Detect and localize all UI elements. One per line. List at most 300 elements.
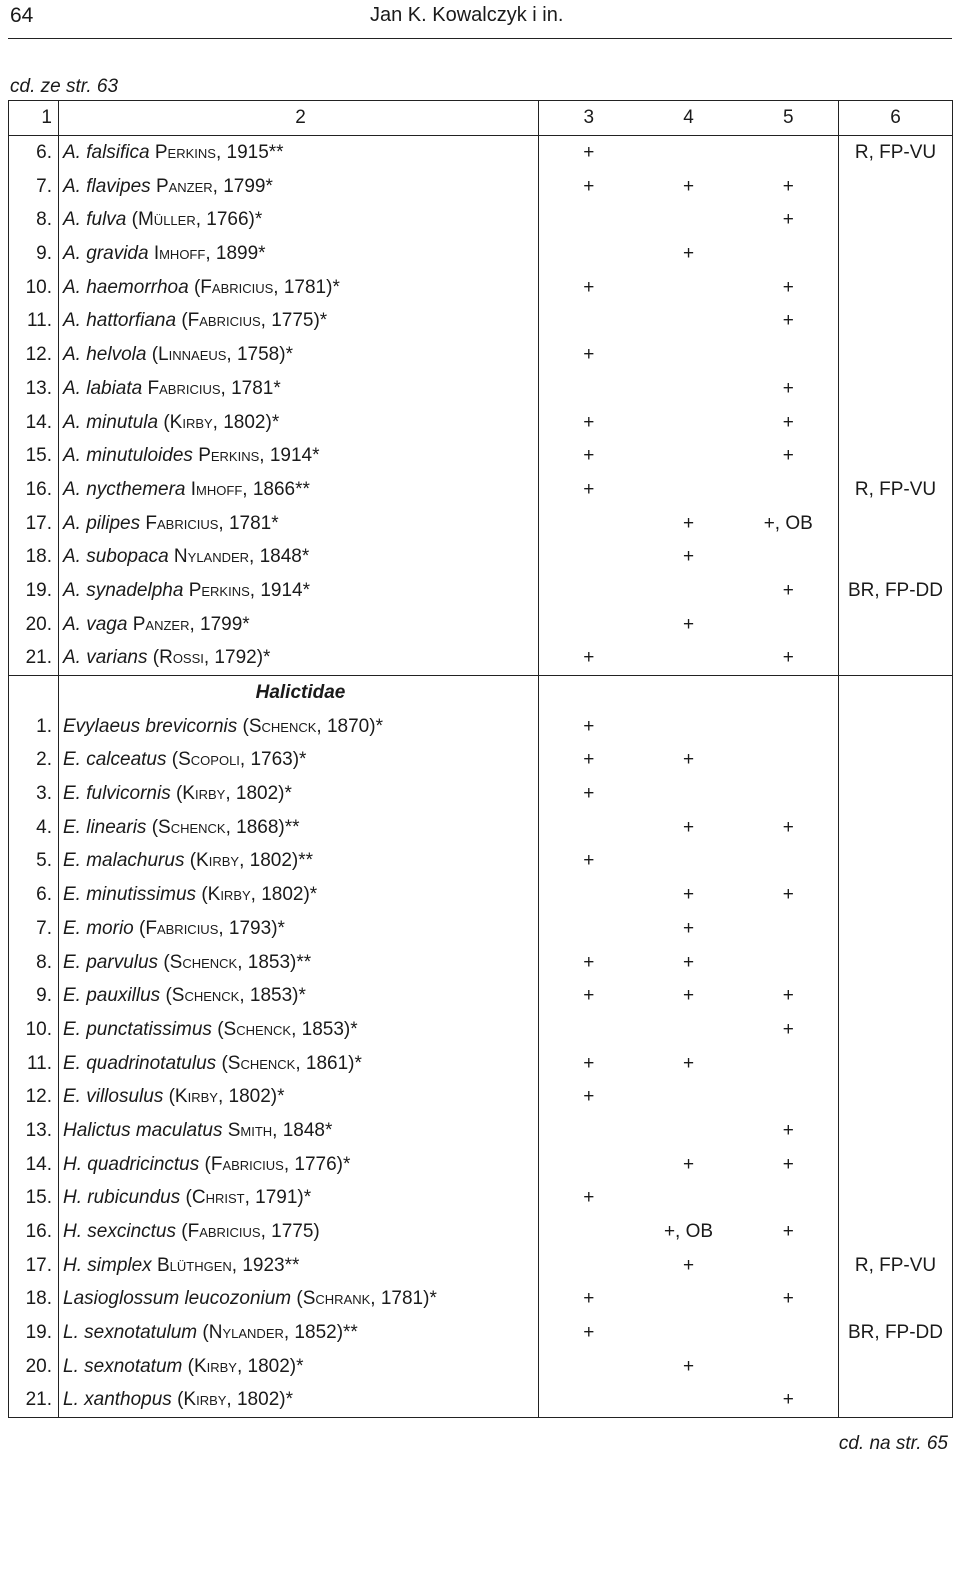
threat-status	[839, 506, 953, 540]
species-name-cell	[59, 439, 539, 473]
occurrence-col-5	[739, 1316, 839, 1350]
row-number-cell	[9, 675, 59, 709]
occurrence-col-4: +	[682, 816, 695, 838]
occurrence-col-4	[639, 1080, 739, 1114]
species-name-cell	[59, 506, 539, 540]
threat-status	[839, 1215, 953, 1249]
occurrence-col-4	[639, 777, 739, 811]
taxon-name: A. minutuloides	[63, 445, 193, 467]
occurrence-col-5: +	[782, 1221, 794, 1243]
species-name-cell	[59, 1316, 539, 1350]
taxon-name: H. quadricinctus	[63, 1153, 200, 1175]
occurrence-col-4: +	[682, 749, 695, 771]
taxon-author: (Nylander, 1852)**	[202, 1322, 358, 1344]
threat-status	[839, 777, 953, 811]
occurrence-col-5	[739, 338, 839, 372]
occurrence-col-5	[739, 473, 839, 507]
species-name-cell	[59, 1114, 539, 1148]
occurrence-col-5	[739, 1349, 839, 1383]
species-name-cell	[59, 338, 539, 372]
column-number: 6	[839, 101, 953, 136]
taxon-name: Halictus maculatus	[63, 1119, 223, 1141]
taxon-author: Fabricius, 1781*	[145, 512, 279, 534]
occurrence-col-4: +	[682, 175, 695, 197]
taxon-author: (Schenck, 1853)*	[217, 1018, 358, 1040]
row-number: 20.	[9, 1349, 59, 1383]
occurrence-col-4	[639, 1013, 739, 1047]
row-number: 17.	[9, 506, 59, 540]
taxon-name: A. flavipes	[63, 175, 151, 197]
row-number: 14.	[9, 405, 59, 439]
taxon-author: Imhoff, 1899*	[153, 243, 266, 265]
row-number: 8.	[9, 945, 59, 979]
species-name-cell	[59, 945, 539, 979]
taxon-name: E. parvulus	[63, 951, 159, 973]
species-name-cell	[59, 979, 539, 1013]
threat-status	[839, 945, 953, 979]
occurrence-col-4	[639, 473, 739, 507]
occurrence-col-4: +	[682, 1355, 695, 1377]
occurrence-col-3	[539, 506, 639, 540]
species-name-cell	[59, 203, 539, 237]
column-number: 3	[539, 101, 639, 136]
threat-status	[839, 709, 953, 743]
taxon-author: (Linnaeus, 1758)*	[151, 344, 293, 366]
table-row	[9, 641, 953, 675]
threat-status	[839, 912, 953, 946]
threat-status	[839, 641, 953, 675]
taxon-author: (Kirby, 1802)*	[168, 1086, 285, 1108]
continued-from-note: cd. ze str. 63	[10, 76, 119, 97]
occurrence-col-4: +	[682, 951, 695, 973]
threat-status	[839, 844, 953, 878]
threat-status	[839, 1114, 953, 1148]
species-table	[8, 100, 953, 1418]
taxon-author: Blüthgen, 1923**	[156, 1254, 300, 1276]
threat-status	[839, 270, 953, 304]
occurrence-col-3	[539, 810, 639, 844]
occurrence-col-4: +	[682, 917, 695, 939]
threat-status	[839, 607, 953, 641]
table-row	[9, 270, 953, 304]
mark-cell	[639, 675, 739, 709]
occurrence-col-4: +	[682, 613, 695, 635]
taxon-name: A. varians	[63, 647, 148, 669]
occurrence-col-4	[639, 135, 739, 169]
taxon-author: (Christ, 1791)*	[185, 1187, 312, 1209]
taxon-name: H. rubicundus	[63, 1187, 181, 1209]
occurrence-col-3	[539, 540, 639, 574]
occurrence-col-4	[639, 270, 739, 304]
column-number: 4	[639, 101, 739, 136]
species-name-cell	[59, 237, 539, 271]
occurrence-col-5	[739, 945, 839, 979]
table-row	[9, 574, 953, 608]
taxon-name: E. fulvicornis	[63, 783, 171, 805]
row-number: 17.	[9, 1248, 59, 1282]
occurrence-col-4	[639, 1383, 739, 1417]
occurrence-col-4	[639, 1282, 739, 1316]
table-row	[9, 1147, 953, 1181]
occurrence-col-5: +	[782, 816, 794, 838]
taxon-author: (Kirby, 1802)**	[189, 850, 314, 872]
table-row	[9, 912, 953, 946]
taxon-name: E. villosulus	[63, 1086, 164, 1108]
taxon-name: H. simplex	[63, 1254, 152, 1276]
taxon-name: E. morio	[63, 917, 134, 939]
occurrence-col-5	[739, 237, 839, 271]
row-number: 2.	[9, 743, 59, 777]
species-name-cell	[59, 912, 539, 946]
occurrence-col-5: +	[782, 411, 794, 433]
occurrence-col-4	[639, 372, 739, 406]
occurrence-col-4	[639, 574, 739, 608]
occurrence-col-3	[539, 203, 639, 237]
taxon-author: Perkins, 1914*	[198, 445, 320, 467]
threat-status	[839, 1046, 953, 1080]
table-row	[9, 372, 953, 406]
occurrence-col-4: +	[682, 884, 695, 906]
threat-status	[839, 405, 953, 439]
occurrence-col-4	[639, 405, 739, 439]
species-name-cell	[59, 405, 539, 439]
table-row	[9, 405, 953, 439]
row-number: 9.	[9, 237, 59, 271]
occurrence-col-4: +	[682, 1153, 695, 1175]
occurrence-col-4	[639, 1181, 739, 1215]
threat-status	[839, 1147, 953, 1181]
species-name-cell	[59, 1215, 539, 1249]
occurrence-col-4: +	[682, 243, 695, 265]
row-number: 7.	[9, 912, 59, 946]
taxon-name: H. sexcinctus	[63, 1221, 176, 1243]
taxon-name: L. xanthopus	[63, 1389, 172, 1411]
taxon-name: A. minutula	[63, 411, 159, 433]
occurrence-col-3	[539, 1383, 639, 1417]
threat-status	[839, 304, 953, 338]
taxon-name: A. haemorrhoa	[63, 276, 189, 298]
species-name-cell	[59, 473, 539, 507]
occurrence-col-3: +	[583, 850, 595, 872]
threat-status	[839, 1349, 953, 1383]
table-row	[9, 979, 953, 1013]
occurrence-col-5: +	[782, 985, 794, 1007]
occurrence-col-4	[639, 203, 739, 237]
occurrence-col-4	[639, 1316, 739, 1350]
occurrence-col-3: +	[583, 411, 595, 433]
taxon-author: (Fabricius, 1781)*	[193, 276, 340, 298]
row-number: 14.	[9, 1147, 59, 1181]
row-number: 1.	[9, 709, 59, 743]
table-row	[9, 1282, 953, 1316]
threat-status: R, FP-VU	[839, 135, 953, 169]
table-row	[9, 1349, 953, 1383]
taxon-author: (Schenck, 1853)*	[165, 985, 306, 1007]
threat-status	[839, 1282, 953, 1316]
threat-status: BR, FP-DD	[839, 1316, 953, 1350]
row-number: 11.	[9, 304, 59, 338]
occurrence-col-3: +	[583, 1187, 595, 1209]
taxon-author: (Scopoli, 1763)*	[171, 749, 307, 771]
taxon-author: (Kirby, 1802)*	[177, 1389, 293, 1411]
threat-status	[839, 1181, 953, 1215]
occurrence-col-3: +	[583, 1086, 595, 1108]
occurrence-col-3: +	[583, 1052, 595, 1074]
taxon-author: (Fabricius, 1775)*	[181, 310, 328, 332]
occurrence-col-5: +	[782, 310, 794, 332]
occurrence-col-4: +	[682, 985, 695, 1007]
occurrence-col-3: +	[583, 445, 595, 467]
taxon-author: (Schenck, 1861)*	[221, 1052, 362, 1074]
row-number: 19.	[9, 574, 59, 608]
occurrence-col-4	[639, 338, 739, 372]
taxon-name: L. sexnotatulum	[63, 1322, 198, 1344]
table-row	[9, 506, 953, 540]
taxon-author: (Schenck, 1853)**	[163, 951, 312, 973]
occurrence-col-3	[539, 1349, 639, 1383]
occurrence-col-5: +	[739, 1383, 839, 1417]
occurrence-col-5: +	[782, 884, 794, 906]
occurrence-col-5: +, OB	[763, 512, 813, 534]
occurrence-col-5	[739, 1046, 839, 1080]
species-name-cell	[59, 777, 539, 811]
table-row	[9, 1046, 953, 1080]
occurrence-col-3: +	[583, 1288, 595, 1310]
page-header	[0, 0, 960, 40]
taxon-name: A. falsifica	[63, 142, 150, 164]
threat-status	[839, 169, 953, 203]
taxon-author: (Schenck, 1870)*	[242, 715, 383, 737]
row-number: 3.	[9, 777, 59, 811]
table-row	[9, 777, 953, 811]
species-name-cell	[59, 1248, 539, 1282]
species-name-cell	[59, 1181, 539, 1215]
occurrence-col-3	[539, 878, 639, 912]
occurrence-col-5	[739, 777, 839, 811]
table-row	[9, 1181, 953, 1215]
table-row	[9, 439, 953, 473]
row-number: 8.	[9, 203, 59, 237]
table-row	[9, 844, 953, 878]
occurrence-col-3	[539, 372, 639, 406]
table-row	[9, 473, 953, 507]
occurrence-col-3: +	[583, 175, 595, 197]
table-row	[9, 709, 953, 743]
occurrence-col-4	[639, 844, 739, 878]
row-number: 21.	[9, 1383, 59, 1417]
occurrence-col-5	[739, 1248, 839, 1282]
taxon-name: A. hattorfiana	[63, 310, 177, 332]
threat-status	[839, 1080, 953, 1114]
row-number: 18.	[9, 1282, 59, 1316]
taxon-name: E. linearis	[63, 816, 147, 838]
species-name-cell	[59, 878, 539, 912]
table-row	[9, 237, 953, 271]
row-number: 20.	[9, 607, 59, 641]
row-number: 5.	[9, 844, 59, 878]
occurrence-col-3: +	[583, 1322, 595, 1344]
taxon-author: (Müller, 1766)*	[131, 209, 263, 231]
row-number: 13.	[9, 1114, 59, 1148]
row-number: 13.	[9, 372, 59, 406]
occurrence-col-5	[739, 709, 839, 743]
taxon-author: (Rossi, 1792)*	[152, 647, 271, 669]
species-name-cell	[59, 709, 539, 743]
taxon-author: (Fabricius, 1776)*	[204, 1153, 351, 1175]
species-name-cell	[59, 304, 539, 338]
species-name-cell	[59, 1147, 539, 1181]
taxon-author: Smith, 1848*	[227, 1119, 333, 1141]
table-row	[9, 1114, 953, 1148]
column-number: 1	[9, 101, 59, 136]
occurrence-col-3	[539, 1114, 639, 1148]
taxon-author: Nylander, 1848*	[173, 546, 310, 568]
occurrence-col-5: +	[782, 377, 794, 399]
threat-status	[839, 979, 953, 1013]
taxon-name: A. fulva	[63, 209, 127, 231]
threat-status: R, FP-VU	[839, 473, 953, 507]
page-number: 64	[10, 4, 34, 27]
taxon-name: A. labiata	[63, 377, 143, 399]
species-name-cell	[59, 540, 539, 574]
species-name-cell	[59, 844, 539, 878]
occurrence-col-5: +	[782, 579, 794, 601]
occurrence-col-4: +, OB	[663, 1221, 714, 1243]
row-number: 21.	[9, 641, 59, 675]
species-name-cell	[59, 607, 539, 641]
occurrence-col-4: +	[682, 1254, 695, 1276]
taxon-author: (Schenck, 1868)**	[151, 816, 300, 838]
threat-status: BR, FP-DD	[839, 574, 953, 608]
row-number: 18.	[9, 540, 59, 574]
table-row	[9, 338, 953, 372]
occurrence-col-3	[539, 237, 639, 271]
running-head: Jan K. Kowalczyk i in.	[370, 4, 564, 26]
mark-cell	[539, 675, 639, 709]
taxon-name: A. helvola	[63, 344, 147, 366]
taxon-author: (Kirby, 1802)*	[163, 411, 280, 433]
row-number: 7.	[9, 169, 59, 203]
taxon-name: E. calceatus	[63, 749, 167, 771]
occurrence-col-4	[639, 304, 739, 338]
occurrence-col-5	[739, 1080, 839, 1114]
occurrence-col-4	[639, 1114, 739, 1148]
occurrence-col-4	[639, 439, 739, 473]
threat-status	[839, 372, 953, 406]
table-row	[9, 743, 953, 777]
occurrence-col-5: +	[782, 209, 794, 231]
occurrence-col-3: +	[583, 951, 595, 973]
row-number: 6.	[9, 878, 59, 912]
species-name-cell	[59, 1282, 539, 1316]
taxon-author: (Kirby, 1802)*	[187, 1355, 304, 1377]
species-name-cell	[59, 135, 539, 169]
taxon-name: A. vaga	[63, 613, 128, 635]
taxon-name: A. pilipes	[63, 512, 141, 534]
taxon-name: E. pauxillus	[63, 985, 161, 1007]
occurrence-col-5: +	[782, 1018, 794, 1040]
occurrence-col-5	[739, 1181, 839, 1215]
occurrence-col-3: +	[583, 749, 595, 771]
threat-status	[839, 338, 953, 372]
occurrence-col-3	[539, 1013, 639, 1047]
occurrence-col-5: +	[782, 647, 794, 669]
row-number: 9.	[9, 979, 59, 1013]
occurrence-col-3: +	[583, 783, 595, 805]
occurrence-col-5	[739, 540, 839, 574]
taxon-author: (Schrank, 1781)*	[296, 1288, 437, 1310]
occurrence-col-4: +	[682, 546, 695, 568]
table-row	[9, 1316, 953, 1350]
species-name-cell	[59, 1046, 539, 1080]
column-number: 2	[59, 101, 539, 136]
occurrence-col-3	[539, 1215, 639, 1249]
taxon-name: L. sexnotatum	[63, 1355, 183, 1377]
occurrence-col-3: +	[583, 478, 595, 500]
taxon-author: (Fabricius, 1775)	[181, 1221, 320, 1243]
row-number: 12.	[9, 1080, 59, 1114]
taxon-author: (Kirby, 1802)*	[175, 783, 292, 805]
occurrence-col-5: +	[782, 445, 794, 467]
table-row	[9, 203, 953, 237]
table-row	[9, 607, 953, 641]
table-row	[9, 1248, 953, 1282]
mark-cell	[739, 675, 839, 709]
occurrence-col-3	[539, 304, 639, 338]
threat-status	[839, 540, 953, 574]
taxon-author: Fabricius, 1781*	[147, 377, 281, 399]
table-row	[9, 1383, 953, 1417]
taxon-author: Panzer, 1799*	[155, 175, 273, 197]
occurrence-col-3: +	[583, 142, 595, 164]
occurrence-col-3: +	[583, 344, 595, 366]
occurrence-col-5	[739, 743, 839, 777]
taxon-author: Imhoff, 1866**	[190, 478, 310, 500]
occurrence-col-5	[739, 844, 839, 878]
row-number: 16.	[9, 473, 59, 507]
occurrence-col-5	[739, 135, 839, 169]
taxon-author: (Kirby, 1802)*	[201, 884, 318, 906]
occurrence-col-5: +	[782, 1288, 794, 1310]
occurrence-col-3	[539, 607, 639, 641]
occurrence-col-4	[639, 709, 739, 743]
taxon-name: Lasioglossum leucozonium	[63, 1288, 292, 1310]
threat-status: R, FP-VU	[839, 1248, 953, 1282]
table-row	[9, 1013, 953, 1047]
species-name-cell	[59, 270, 539, 304]
table-row	[9, 1080, 953, 1114]
row-number: 11.	[9, 1046, 59, 1080]
taxon-name: A. synadelpha	[63, 579, 184, 601]
row-number: 16.	[9, 1215, 59, 1249]
threat-status	[839, 1013, 953, 1047]
species-name-cell	[59, 372, 539, 406]
row-number: 19.	[9, 1316, 59, 1350]
threat-status	[839, 439, 953, 473]
row-number: 4.	[9, 810, 59, 844]
species-name-cell	[59, 743, 539, 777]
taxon-name: E. punctatissimus	[63, 1018, 212, 1040]
taxon-author: Perkins, 1914*	[188, 579, 310, 601]
taxon-name: E. quadrinotatulus	[63, 1052, 217, 1074]
table-row	[9, 810, 953, 844]
threat-status	[839, 203, 953, 237]
taxon-name: E. malachurus	[63, 850, 185, 872]
row-number: 10.	[9, 270, 59, 304]
taxon-name: A. nycthemera	[63, 478, 186, 500]
threat-status	[839, 743, 953, 777]
taxon-name: E. minutissimus	[63, 884, 197, 906]
